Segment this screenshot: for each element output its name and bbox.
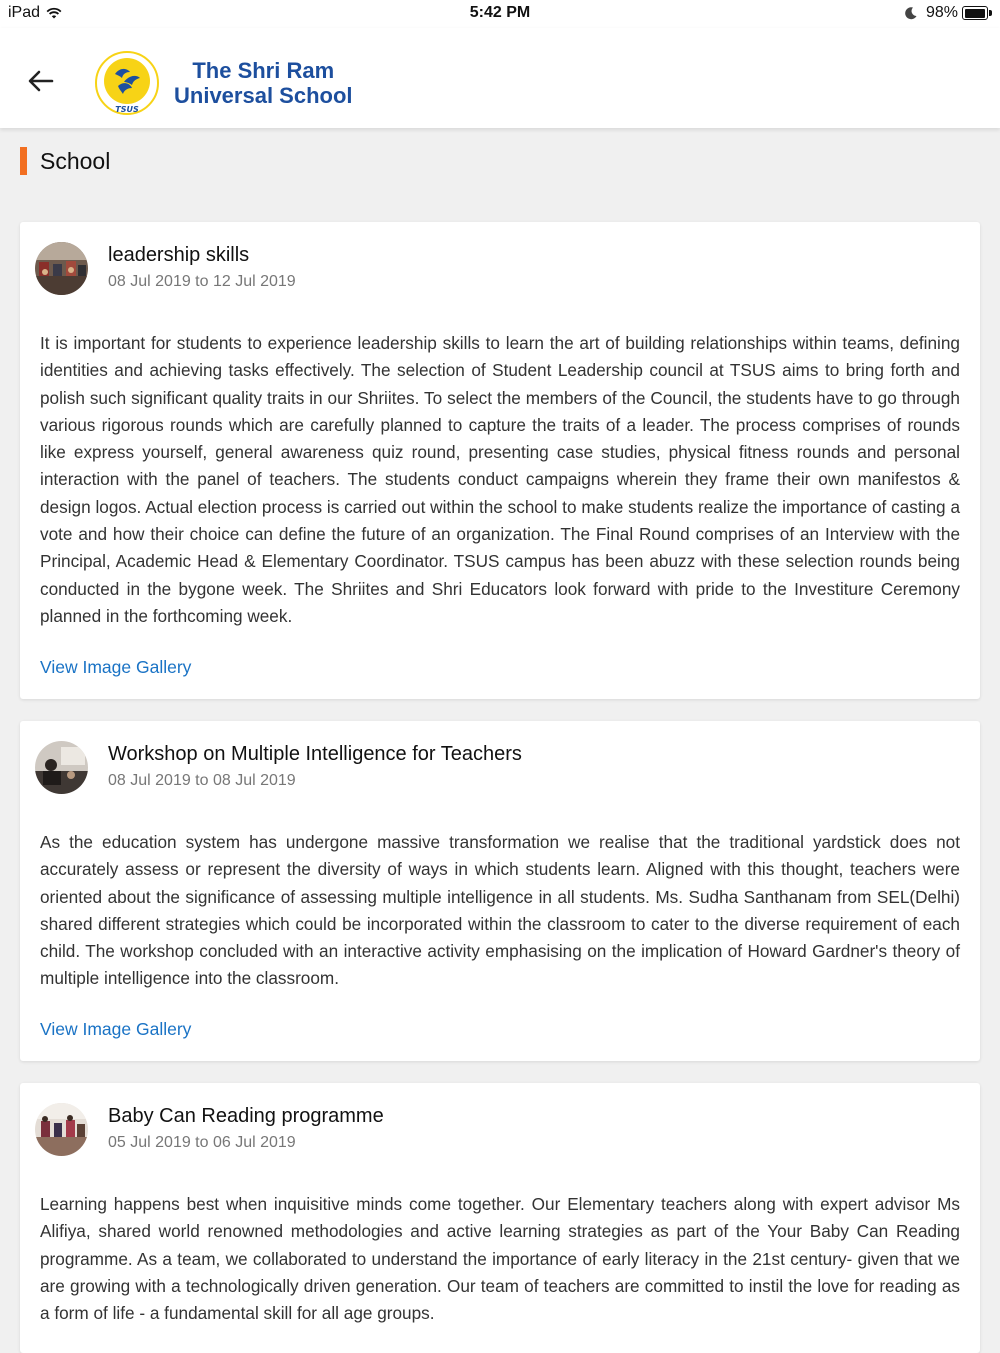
post-thumbnail-icon[interactable] [35,1103,88,1156]
school-name-line1: The Shri Ram [192,58,335,83]
moon-icon [904,6,918,20]
school-name-line2: Universal School [174,83,353,108]
school-name [174,58,353,108]
post-title: Baby Can Reading programme [108,1105,384,1127]
post-card [20,721,980,1061]
post-body: It is important for students to experience leadership skills to learn the art of building relationships within teams, defining identities and achieving tasks effectively. The selection of Student Leadership council at TSUS aims to bring forth and polish such significant quality traits in our Shriites. To select the members of the Council, the students have to go through various rigorous rounds which are carefully planned to capture the traits of a leader. The process comprises of rounds like express yourself, general awareness quiz round, presenting case studies, physical fitness rounds and personal interaction with the panel of teachers. The students conduct campaigns wherein they frame their own manifestos & design logos. Actual election process is carried out within the school to make students realize the importance of casting a vote and how their choice can define the future of an organization. The Final Round comprises of an Interview with the Principal, Academic Head & Elementary Coordinator. TSUS campus has been abuzz with these selection rounds being conducted in the bygone week. The Shriites and Shri Educators look forward with pride to the Investiture Ceremony planned in the forthcoming week. [40,333,960,626]
section-title-label: School [40,147,111,174]
post-thumbnail-icon[interactable] [35,242,88,295]
post-body: As the education system has undergone massive transformation we realise that the traditional yardstick does not accurately assess or represent the diversity of ways in which students learn. Aligned with this thought, teachers were oriented about the significance of assessing multiple intelligence in all students. Ms. Sudha Santhanam from SEL(Delhi) shared different strategies which could be incorporated within the classroom to cater to the diverse requirement of each child. The workshop concluded with an interactive activity emphasising on the implication of Howard Gardner's theory of multiple intelligence into the classroom. [40,832,960,989]
back-arrow-icon[interactable] [24,64,58,98]
post-date: 08 Jul 2019 to 08 Jul 2019 [108,772,296,789]
section-accent-bar [20,147,27,175]
post-body: Learning happens best when inquisitive minds come together. Our Elementary teachers along with expert advisor Ms Alifiya, shared world renowned methodologies and active learning strategies as part of the Your Baby Can Reading programme. As a team, we collaborated to understand the importance of early literacy in the 21st century- given that we are growing with a technologically driven generation. Our team of teachers are committed to instil the love for reading as a form of life - a fundamental skill for all age groups. [40,1194,960,1324]
status-right [904,4,992,22]
school-logo [94,50,160,116]
status-bar [0,0,1000,28]
section-title [20,146,110,176]
app-header [0,28,1000,128]
view-image-gallery-link[interactable]: View Image Gallery [40,1019,192,1039]
post-date: 08 Jul 2019 to 12 Jul 2019 [108,273,296,290]
device-label: iPad [8,4,41,21]
post-title: leadership skills [108,244,250,266]
post-card [20,222,980,699]
status-time: 5:42 PM [469,4,531,21]
post-card [20,1083,980,1353]
post-date: 05 Jul 2019 to 06 Jul 2019 [108,1134,296,1151]
post-thumbnail-icon[interactable] [35,741,88,794]
post-title: Workshop on Multiple Intelligence for Teachers [108,743,522,765]
view-image-gallery-link[interactable]: View Image Gallery [40,657,192,677]
battery-percent: 98% [925,4,958,21]
battery-icon [962,6,992,20]
logo-text: TSUS [115,105,139,114]
